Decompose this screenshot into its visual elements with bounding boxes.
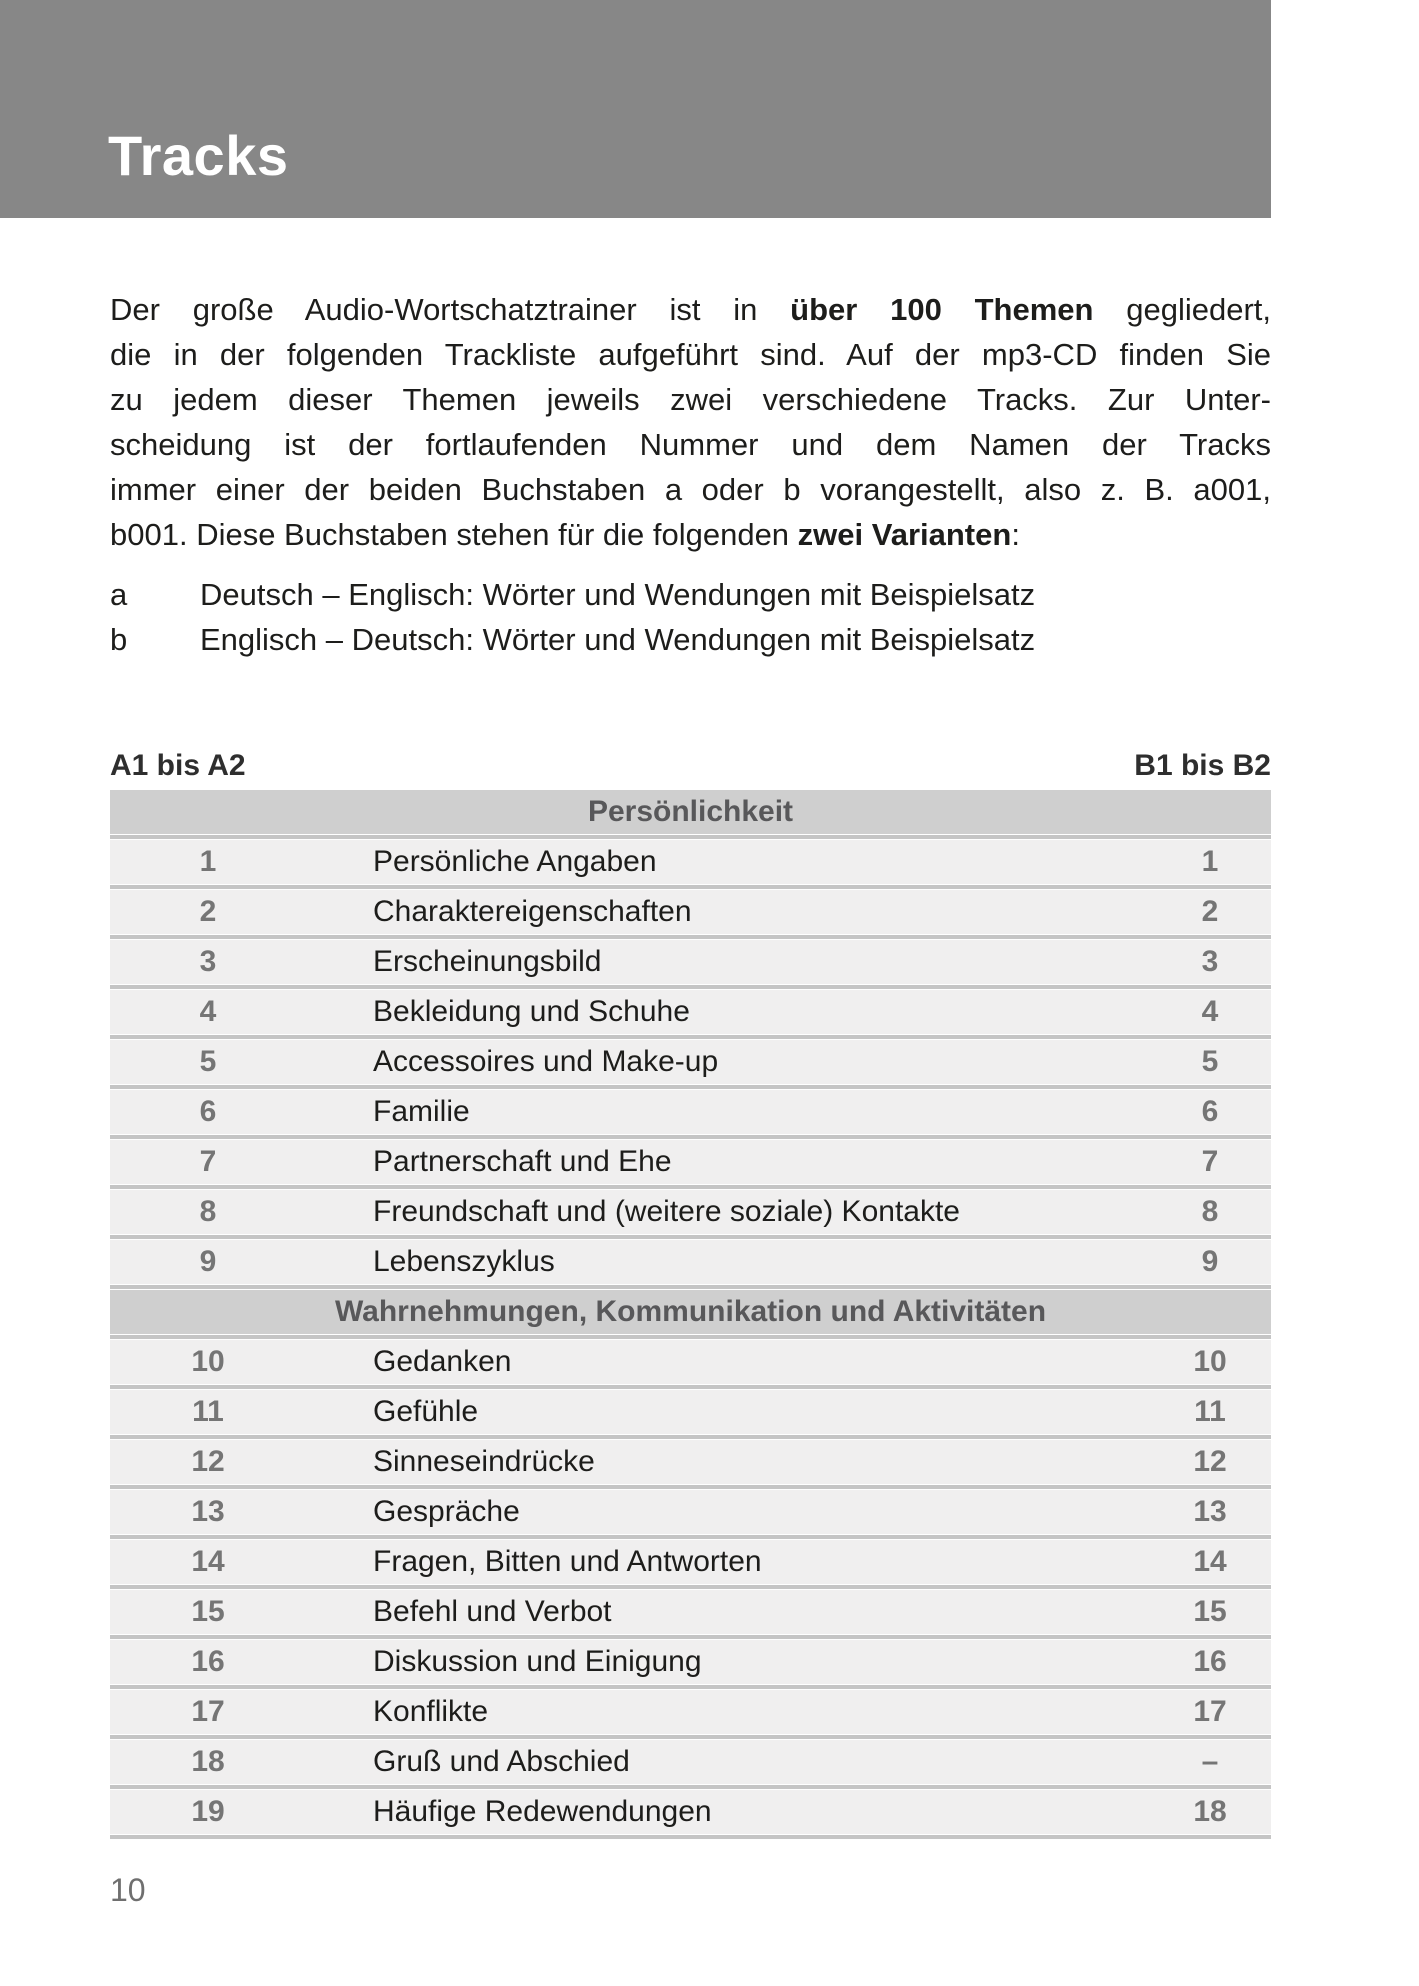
track-number-b1: 14 <box>1193 1545 1227 1578</box>
row-separator <box>110 1134 1271 1140</box>
variant-list <box>110 572 1271 662</box>
track-number-a1: 3 <box>199 945 217 978</box>
track-number-a1: 13 <box>191 1495 225 1528</box>
track-number-a1: 18 <box>191 1745 225 1778</box>
row-separator <box>110 1834 1271 1840</box>
table-row <box>110 1790 1271 1834</box>
track-title: Gespräche <box>373 1495 520 1528</box>
bold-emphasis: über 100 Themen <box>790 292 1094 327</box>
track-title: Gefühle <box>373 1395 479 1428</box>
track-number-b1: 5 <box>1201 1045 1219 1078</box>
row-separator <box>110 1734 1271 1740</box>
level-header-left: A1 bis A2 <box>110 749 246 782</box>
track-title: Familie <box>373 1095 470 1128</box>
paragraph-text: b001. Diese Buchstaben stehen für die folgenden <box>110 517 798 552</box>
row-separator <box>110 1684 1271 1690</box>
track-number-b1: 1 <box>1201 845 1219 878</box>
track-number-b1: 13 <box>1193 1495 1227 1528</box>
row-separator <box>110 1284 1271 1290</box>
row-separator <box>110 1584 1271 1590</box>
paragraph-line: die in der folgenden Trackliste aufgeführt sind. Auf der mp3-CD finden Sie <box>110 337 1271 372</box>
track-title: Partnerschaft und Ehe <box>373 1145 672 1178</box>
table-section-header: Wahrnehmungen, Kommunikation und Aktivitäten <box>110 1290 1271 1334</box>
track-number-b1: 18 <box>1193 1795 1227 1828</box>
row-separator <box>110 1484 1271 1490</box>
paragraph-line: immer einer der beiden Buchstaben a oder b vorangestellt, also z. B. a001, <box>110 472 1271 507</box>
row-separator <box>110 1534 1271 1540</box>
paragraph-line <box>110 512 1271 557</box>
track-title: Lebenszyklus <box>373 1245 555 1278</box>
track-number-a1: 15 <box>191 1595 225 1628</box>
row-separator <box>110 1334 1271 1340</box>
row-separator <box>110 884 1271 890</box>
table-row <box>110 1740 1271 1784</box>
table-row <box>110 840 1271 884</box>
track-number-b1: 8 <box>1201 1195 1219 1228</box>
variant-row <box>110 572 1271 617</box>
table-row <box>110 1490 1271 1534</box>
track-title: Bekleidung und Schuhe <box>373 995 690 1028</box>
page-number: 10 <box>110 1872 146 1908</box>
level-header-right: B1 bis B2 <box>1134 749 1271 782</box>
track-title: Charaktereigenschaften <box>373 895 692 928</box>
track-number-a1: 5 <box>199 1045 217 1078</box>
paragraph-text: gegliedert, <box>1093 292 1271 327</box>
table-section-header: Persönlichkeit <box>110 790 1271 834</box>
track-title: Diskussion und Einigung <box>373 1645 702 1678</box>
table-row <box>110 1640 1271 1684</box>
table-row <box>110 1440 1271 1484</box>
variant-row <box>110 617 1271 662</box>
table-row <box>110 1090 1271 1134</box>
track-number-a1: 2 <box>199 895 217 928</box>
track-number-a1: 4 <box>199 995 217 1028</box>
table-row <box>110 1240 1271 1284</box>
row-separator <box>110 1234 1271 1240</box>
track-title: Gruß und Abschied <box>373 1745 630 1778</box>
variant-text: Englisch – Deutsch: Wörter und Wendungen mit Beispielsatz <box>200 622 1036 657</box>
row-separator <box>110 1184 1271 1190</box>
track-number-a1: 17 <box>191 1695 225 1728</box>
track-number-a1: 7 <box>199 1145 217 1178</box>
row-separator <box>110 1434 1271 1440</box>
track-title: Fragen, Bitten und Antworten <box>373 1545 762 1578</box>
track-title: Häufige Redewendungen <box>373 1795 712 1828</box>
track-number-a1: 6 <box>199 1095 217 1128</box>
track-number-b1: 11 <box>1194 1395 1226 1428</box>
variant-text: Deutsch – Englisch: Wörter und Wendungen mit Beispielsatz <box>200 577 1036 612</box>
track-number-a1: 12 <box>191 1445 225 1478</box>
track-number-b1: 7 <box>1201 1145 1219 1178</box>
track-number-b1: 17 <box>1193 1695 1227 1728</box>
header-banner <box>0 0 1271 218</box>
track-number-b1: 2 <box>1201 895 1219 928</box>
track-title: Persönliche Angaben <box>373 845 657 878</box>
variant-label: a <box>110 577 128 612</box>
track-number-b1: 12 <box>1193 1445 1227 1478</box>
track-title: Sinneseindrücke <box>373 1445 595 1478</box>
table-row <box>110 1540 1271 1584</box>
table-row <box>110 1390 1271 1434</box>
row-separator <box>110 1784 1271 1790</box>
paragraph-text: : <box>1011 517 1020 552</box>
table-row <box>110 1190 1271 1234</box>
page-title: Tracks <box>108 124 289 187</box>
row-separator <box>110 934 1271 940</box>
track-number-b1: 9 <box>1201 1245 1219 1278</box>
track-number-a1: 14 <box>191 1545 225 1578</box>
table-row <box>110 1040 1271 1084</box>
level-header-row <box>110 748 1271 784</box>
table-row <box>110 990 1271 1034</box>
paragraph-line: zu jedem dieser Themen jeweils zwei verschiedene Tracks. Zur Unter- <box>110 382 1271 417</box>
table-row <box>110 1590 1271 1634</box>
track-number-b1: 6 <box>1201 1095 1219 1128</box>
track-number-a1: 1 <box>199 845 217 878</box>
paragraph-line <box>110 287 1271 332</box>
table-row <box>110 1140 1271 1184</box>
row-separator <box>110 1384 1271 1390</box>
track-number-b1: – <box>1201 1745 1219 1778</box>
variant-label: b <box>110 622 128 657</box>
track-title: Accessoires und Make-up <box>373 1045 719 1078</box>
track-title: Befehl und Verbot <box>373 1595 612 1628</box>
table-row <box>110 890 1271 934</box>
track-number-b1: 16 <box>1193 1645 1227 1678</box>
track-number-b1: 15 <box>1193 1595 1227 1628</box>
track-number-a1: 16 <box>191 1645 225 1678</box>
track-title: Konflikte <box>373 1695 489 1728</box>
bold-emphasis: zwei Varianten <box>797 517 1012 552</box>
track-table <box>110 790 1271 1840</box>
row-separator <box>110 1034 1271 1040</box>
track-number-b1: 3 <box>1201 945 1219 978</box>
track-title: Freundschaft und (weitere soziale) Kontakte <box>373 1195 960 1228</box>
row-separator <box>110 984 1271 990</box>
row-separator <box>110 1634 1271 1640</box>
track-number-a1: 8 <box>199 1195 217 1228</box>
row-separator <box>110 1084 1271 1090</box>
row-separator <box>110 834 1271 840</box>
track-title: Gedanken <box>373 1345 512 1378</box>
track-number-b1: 4 <box>1201 995 1219 1028</box>
table-row <box>110 1340 1271 1384</box>
track-number-b1: 10 <box>1193 1345 1227 1378</box>
track-number-a1: 9 <box>199 1245 217 1278</box>
track-number-a1: 11 <box>192 1395 224 1428</box>
intro-paragraph <box>110 287 1271 557</box>
paragraph-text: Der große Audio-Wortschatztrainer ist in <box>110 292 791 327</box>
track-number-a1: 19 <box>191 1795 225 1828</box>
table-row <box>110 1690 1271 1734</box>
table-row <box>110 940 1271 984</box>
track-number-a1: 10 <box>191 1345 225 1378</box>
paragraph-line: scheidung ist der fortlaufenden Nummer und dem Namen der Tracks <box>110 427 1271 462</box>
track-title: Erscheinungsbild <box>373 945 602 978</box>
